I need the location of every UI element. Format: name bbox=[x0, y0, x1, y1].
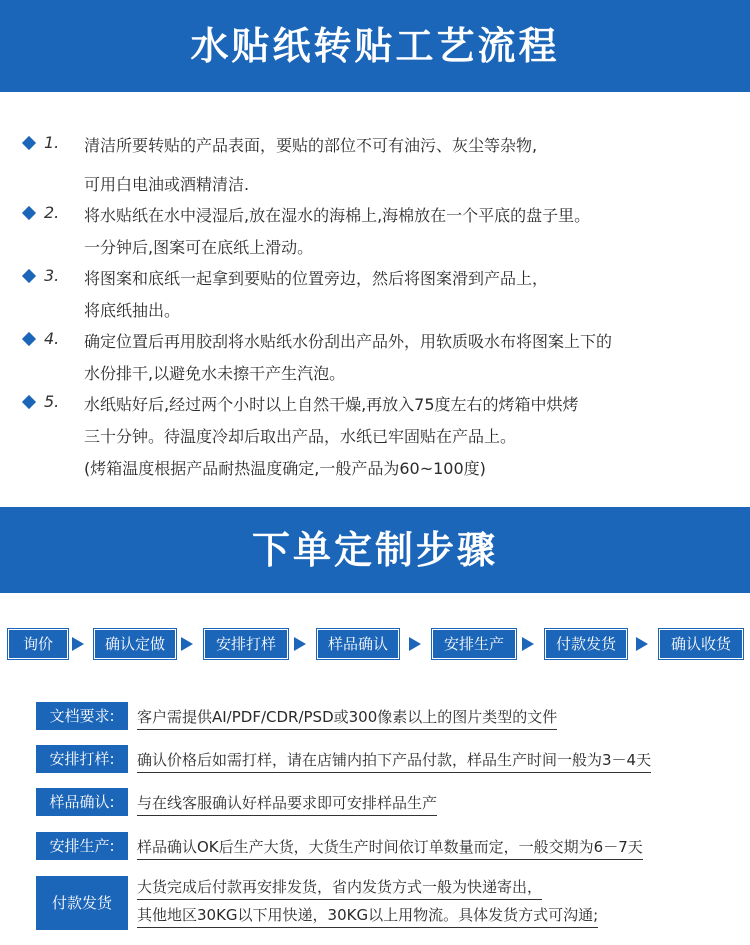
detail-text: 确认价格后如需打样，请在店铺内拍下产品付款，样品生产时间一般为3－4天 bbox=[137, 749, 651, 773]
detail-text: 样品确认OK后生产大货，大货生产时间依订单数量而定，一般交期为6－7天 bbox=[137, 836, 643, 860]
detail-label: 安排生产: bbox=[36, 832, 128, 860]
step-text: 三十分钟。待温度冷却后取出产品，水纸已牢固贴在产品上。 bbox=[84, 427, 517, 446]
order-flow bbox=[0, 629, 750, 659]
process-title: 水贴纸转贴工艺流程 bbox=[190, 23, 560, 68]
flow-step-payment-shipping: 付款发货 bbox=[545, 629, 627, 659]
arrow-right-icon bbox=[72, 637, 84, 651]
detail-label: 文档要求: bbox=[36, 702, 128, 730]
order-banner bbox=[0, 507, 750, 593]
flow-step-sample-confirm: 样品确认 bbox=[317, 629, 399, 659]
arrow-right-icon bbox=[636, 637, 648, 651]
detail-label: 样品确认: bbox=[36, 788, 128, 816]
detail-text: 客户需提供AI/PDF/CDR/PSD或300像素以上的图片类型的文件 bbox=[137, 706, 557, 730]
diamond-bullet-icon bbox=[22, 136, 36, 150]
step-text: 一分钟后,图案可在底纸上滑动。 bbox=[84, 238, 314, 257]
arrow-right-icon bbox=[409, 637, 421, 651]
step-text: 将水贴纸在水中浸湿后,放在湿水的海棉上,海棉放在一个平底的盘子里。 bbox=[84, 206, 591, 225]
order-title: 下单定制步骤 bbox=[251, 527, 498, 572]
diamond-bullet-icon bbox=[22, 395, 36, 409]
step-number: 1. bbox=[44, 133, 60, 152]
step-text: 确定位置后再用胶刮将水贴纸水份刮出产品外，用软质吸水布将图案上下的 bbox=[84, 332, 613, 351]
step-text: 水份排干,以避免水未擦干产生汽泡。 bbox=[84, 364, 346, 383]
diamond-bullet-icon bbox=[22, 332, 36, 346]
flow-step-inquiry: 询价 bbox=[8, 629, 68, 659]
detail-text: 与在线客服确认好样品要求即可安排样品生产 bbox=[137, 792, 437, 816]
flow-step-production: 安排生产 bbox=[432, 629, 516, 659]
detail-label: 付款发货 bbox=[36, 876, 128, 930]
detail-label: 安排打样: bbox=[36, 745, 128, 773]
diamond-bullet-icon bbox=[22, 206, 36, 220]
detail-text: 其他地区30KG以下用快递，30KG以上用物流。具体发货方式可沟通; bbox=[137, 904, 598, 928]
step-number: 3. bbox=[44, 266, 60, 285]
flow-step-sampling: 安排打样 bbox=[204, 629, 288, 659]
process-banner bbox=[0, 0, 750, 92]
step-number: 2. bbox=[44, 203, 60, 222]
step-text: 水纸贴好后,经过两个小时以上自然干燥,再放入75度左右的烤箱中烘烤 bbox=[84, 395, 579, 414]
step-text: 可用白电油或酒精清洁. bbox=[84, 175, 250, 194]
step-number: 5. bbox=[44, 392, 60, 411]
flow-step-receipt: 确认收货 bbox=[659, 629, 743, 659]
step-text: (烤箱温度根据产品耐热温度确定,一般产品为60~100度) bbox=[84, 459, 486, 478]
flow-step-confirm-order: 确认定做 bbox=[94, 629, 176, 659]
step-text: 将底纸抽出。 bbox=[84, 301, 181, 320]
diamond-bullet-icon bbox=[22, 269, 36, 283]
arrow-right-icon bbox=[522, 637, 534, 651]
step-number: 4. bbox=[44, 329, 60, 348]
arrow-right-icon bbox=[294, 637, 306, 651]
detail-text: 大货完成后付款再安排发货，省内发货方式一般为快递寄出， bbox=[137, 876, 542, 900]
step-text: 清洁所要转贴的产品表面，要贴的部位不可有油污、灰尘等杂物, bbox=[84, 136, 538, 155]
step-text: 将图案和底纸一起拿到要贴的位置旁边，然后将图案滑到产品上， bbox=[84, 269, 549, 288]
arrow-right-icon bbox=[181, 637, 193, 651]
